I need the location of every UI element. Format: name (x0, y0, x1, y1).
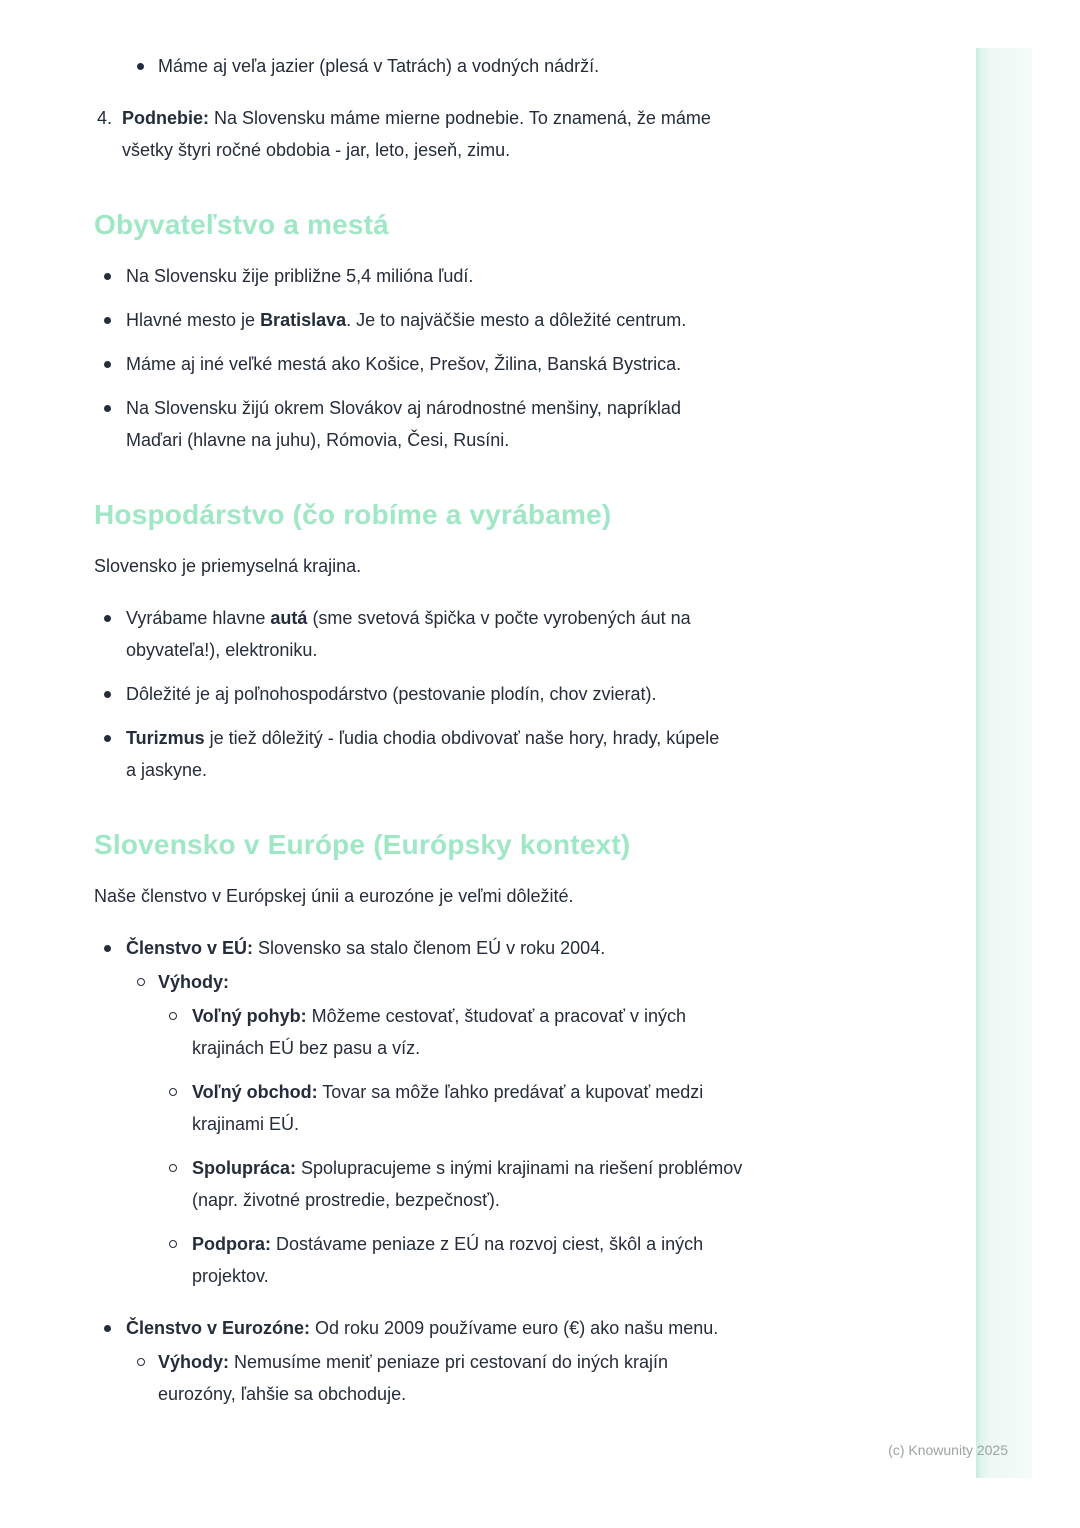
list-item-text (126, 398, 681, 450)
list-item-text (126, 1318, 718, 1338)
list-item-text (122, 108, 711, 160)
bullet-icon (104, 735, 111, 742)
circle-bullet-icon (137, 1358, 145, 1366)
bold-text: Výhody: (158, 972, 230, 992)
list-item-text (126, 608, 691, 660)
list-item-text (158, 56, 599, 76)
list-item (94, 678, 914, 710)
bullet-list (94, 260, 914, 456)
text-run: Môžeme cestovať, študovať a pracovať v iných krajinách EÚ bez pasu a víz. (192, 1006, 687, 1058)
bullet-icon (104, 273, 111, 280)
text-run: Slovensko sa stalo členom EÚ v roku 2004. (253, 938, 606, 958)
list-item-text (192, 1006, 686, 1058)
bold-text: Bratislava (260, 310, 347, 330)
text-run: Od roku 2009 používame euro (€) ako našu menu. (310, 1318, 719, 1338)
bold-text: Turizmus (126, 728, 205, 748)
bold-text: autá (270, 608, 308, 628)
numbered-list-item (94, 102, 914, 166)
bullet-icon (104, 1325, 111, 1332)
list-item (94, 1076, 914, 1140)
bold-text: Spolupráca: (192, 1158, 297, 1178)
text-run: . Je to najväčšie mesto a dôležité centrum. (346, 310, 687, 330)
text-run: Na Slovensku máme mierne podnebie. To znamená, že máme všetky štyri ročné obdobia - jar, leto, jeseň, zimu. (122, 108, 711, 160)
list-item (94, 50, 914, 82)
list-item (94, 1152, 914, 1216)
text-run: Naše členstvo v Európskej únii a eurozóne je veľmi dôležité. (94, 886, 574, 906)
circle-bullet-icon (169, 1164, 177, 1172)
text-run: Máme aj iné veľké mestá ako Košice, Prešov, Žilina, Banská Bystrica. (126, 354, 682, 374)
bullet-icon (104, 615, 111, 622)
text-run: je tiež dôležitý - ľudia chodia obdivovať naše hory, hrady, kúpele a jaskyne. (126, 728, 720, 780)
text-run: (sme svetová špička v počte vyrobených áut na obyvateľa!), elektroniku. (126, 608, 691, 660)
section-heading: Slovensko v Európe (Európsky kontext) (94, 829, 631, 860)
list-item (94, 1228, 914, 1292)
bold-text: Voľný obchod: (192, 1082, 318, 1102)
bullet-icon (104, 691, 111, 698)
text-run: Dostávame peniaze z EÚ na rozvoj ciest, škôl a iných projektov. (192, 1234, 704, 1286)
list-item (94, 304, 914, 336)
circle-bullet-icon (169, 1088, 177, 1096)
list-item (94, 1000, 914, 1064)
list-item (94, 392, 914, 456)
text-run: Vyrábame hlavne (126, 608, 271, 628)
footer-credit: (c) Knowunity 2025 (888, 1442, 1008, 1458)
paragraph (94, 550, 914, 582)
bullet-icon (104, 405, 111, 412)
list-item (94, 966, 914, 998)
list-item-text (126, 728, 719, 780)
list-item-text (158, 972, 229, 992)
side-strip (976, 48, 1032, 1478)
bullet-list (94, 602, 914, 786)
text-run: Nemusíme meniť peniaze pri cestovaní do iných krajín eurozóny, ľahšie sa obchoduje. (158, 1352, 668, 1404)
list-item-text (158, 1352, 668, 1404)
document-content (94, 50, 914, 1410)
text-run: Na Slovensku žije približne 5,4 milióna ľudí. (126, 266, 474, 286)
list-item-text (126, 684, 657, 704)
list-item-text (192, 1158, 742, 1210)
bold-text: Výhody: (158, 1352, 230, 1372)
bullet-list (94, 932, 914, 1410)
text-run: Dôležité je aj poľnohospodárstvo (pestovanie plodín, chov zvierat). (126, 684, 657, 704)
list-item (94, 932, 914, 964)
bullet-list (94, 50, 914, 82)
bullet-icon (137, 63, 144, 70)
text-run: Spolupracujeme s inými krajinami na riešení problémov (napr. životné prostredie, bezpečnosť). (192, 1158, 743, 1210)
list-item-text (126, 310, 686, 330)
paragraph (94, 880, 914, 912)
number-marker: 4. (97, 108, 113, 128)
list-item (94, 1312, 914, 1344)
text-run: Máme aj veľa jazier (plesá v Tatrách) a vodných nádrží. (158, 56, 600, 76)
list-item-text (192, 1082, 703, 1134)
bold-text: Voľný pohyb: (192, 1006, 307, 1026)
text-run: Na Slovensku žijú okrem Slovákov aj národnostné menšiny, napríklad Maďari (hlavne na juhu), Rómovia, Česi, Rusíni. (126, 398, 681, 450)
text-run: Tovar sa môže ľahko predávať a kupovať medzi krajinami EÚ. (192, 1082, 704, 1134)
list-item-text (126, 354, 681, 374)
bullet-icon (104, 945, 111, 952)
bold-text: Členstvo v Eurozóne: (126, 1318, 311, 1338)
list-item (94, 260, 914, 292)
list-item (94, 1346, 914, 1410)
text-run: Slovensko je priemyselná krajina. (94, 556, 362, 576)
circle-bullet-icon (169, 1012, 177, 1020)
bold-text: Podpora: (192, 1234, 271, 1254)
list-item (94, 722, 914, 786)
list-item-text (126, 266, 473, 286)
circle-bullet-icon (137, 978, 145, 986)
list-item (94, 602, 914, 666)
list-item-text (126, 938, 605, 958)
bold-text: Podnebie: (122, 108, 210, 128)
bold-text: Členstvo v EÚ: (126, 938, 254, 958)
bullet-icon (104, 317, 111, 324)
section-heading: Obyvateľstvo a mestá (94, 209, 389, 240)
section-heading: Hospodárstvo (čo robíme a vyrábame) (94, 499, 612, 530)
list-item-text (192, 1234, 703, 1286)
list-item (94, 348, 914, 380)
text-run: Hlavné mesto je (126, 310, 261, 330)
bullet-icon (104, 361, 111, 368)
circle-bullet-icon (169, 1240, 177, 1248)
